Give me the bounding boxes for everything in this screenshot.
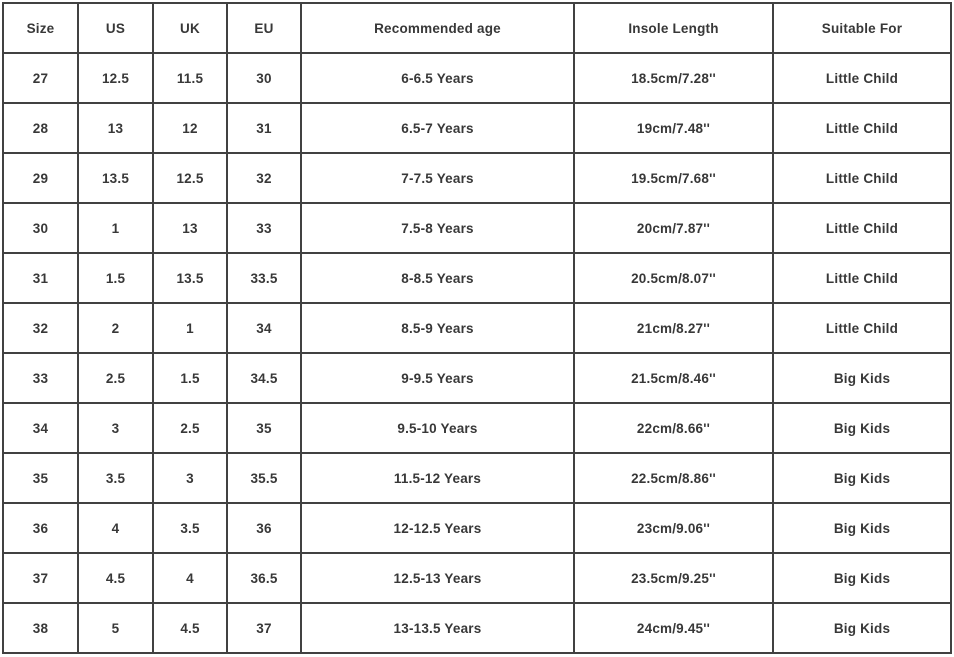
table-row xyxy=(3,103,951,153)
table-cell-recommended-age: 7-7.5 Years xyxy=(301,153,574,203)
table-cell-uk: 3.5 xyxy=(153,503,227,553)
table-cell-recommended-age: 6.5-7 Years xyxy=(301,103,574,153)
column-header-size: Size xyxy=(3,3,78,53)
table-cell-recommended-age: 13-13.5 Years xyxy=(301,603,574,653)
table-cell-us: 3.5 xyxy=(78,453,153,503)
table-cell-uk: 12.5 xyxy=(153,153,227,203)
table-cell-size: 31 xyxy=(3,253,78,303)
table-cell-insole-length: 21.5cm/8.46'' xyxy=(574,353,773,403)
table-cell-size: 32 xyxy=(3,303,78,353)
table-cell-suitable-for: Big Kids xyxy=(773,603,951,653)
table-cell-suitable-for: Little Child xyxy=(773,253,951,303)
table-row xyxy=(3,153,951,203)
table-row xyxy=(3,203,951,253)
table-row xyxy=(3,303,951,353)
table-cell-uk: 13.5 xyxy=(153,253,227,303)
table-cell-suitable-for: Little Child xyxy=(773,153,951,203)
table-row xyxy=(3,253,951,303)
table-cell-recommended-age: 8-8.5 Years xyxy=(301,253,574,303)
table-row xyxy=(3,403,951,453)
table-cell-suitable-for: Little Child xyxy=(773,203,951,253)
table-cell-uk: 2.5 xyxy=(153,403,227,453)
table-row xyxy=(3,553,951,603)
table-cell-suitable-for: Little Child xyxy=(773,103,951,153)
table-cell-size: 28 xyxy=(3,103,78,153)
table-cell-recommended-age: 8.5-9 Years xyxy=(301,303,574,353)
table-cell-eu: 34.5 xyxy=(227,353,301,403)
table-cell-us: 1 xyxy=(78,203,153,253)
table-cell-size: 38 xyxy=(3,603,78,653)
table-cell-insole-length: 19.5cm/7.68'' xyxy=(574,153,773,203)
table-cell-insole-length: 20.5cm/8.07'' xyxy=(574,253,773,303)
table-cell-size: 36 xyxy=(3,503,78,553)
table-cell-insole-length: 23cm/9.06'' xyxy=(574,503,773,553)
column-header-uk: UK xyxy=(153,3,227,53)
table-cell-uk: 12 xyxy=(153,103,227,153)
table-cell-eu: 32 xyxy=(227,153,301,203)
table-cell-suitable-for: Big Kids xyxy=(773,403,951,453)
table-row xyxy=(3,53,951,103)
table-row xyxy=(3,353,951,403)
table-cell-insole-length: 24cm/9.45'' xyxy=(574,603,773,653)
table-cell-recommended-age: 11.5-12 Years xyxy=(301,453,574,503)
table-cell-eu: 33.5 xyxy=(227,253,301,303)
column-header-recommended-age: Recommended age xyxy=(301,3,574,53)
table-cell-us: 2 xyxy=(78,303,153,353)
table-cell-uk: 13 xyxy=(153,203,227,253)
table-cell-uk: 1 xyxy=(153,303,227,353)
table-row xyxy=(3,453,951,503)
table-cell-us: 13 xyxy=(78,103,153,153)
table-cell-recommended-age: 12-12.5 Years xyxy=(301,503,574,553)
table-cell-recommended-age: 6-6.5 Years xyxy=(301,53,574,103)
table-cell-size: 34 xyxy=(3,403,78,453)
table-cell-insole-length: 22cm/8.66'' xyxy=(574,403,773,453)
header-row xyxy=(3,3,951,53)
table-cell-recommended-age: 12.5-13 Years xyxy=(301,553,574,603)
table-cell-us: 2.5 xyxy=(78,353,153,403)
table-cell-eu: 31 xyxy=(227,103,301,153)
table-cell-size: 35 xyxy=(3,453,78,503)
table-cell-suitable-for: Big Kids xyxy=(773,353,951,403)
table-row xyxy=(3,603,951,653)
size-chart-table xyxy=(2,2,952,654)
table-cell-eu: 36.5 xyxy=(227,553,301,603)
table-cell-us: 13.5 xyxy=(78,153,153,203)
table-cell-recommended-age: 7.5-8 Years xyxy=(301,203,574,253)
table-cell-eu: 35.5 xyxy=(227,453,301,503)
table-cell-suitable-for: Little Child xyxy=(773,53,951,103)
table-cell-size: 30 xyxy=(3,203,78,253)
table-cell-us: 12.5 xyxy=(78,53,153,103)
table-cell-eu: 36 xyxy=(227,503,301,553)
table-cell-suitable-for: Big Kids xyxy=(773,553,951,603)
table-cell-uk: 4 xyxy=(153,553,227,603)
table-cell-insole-length: 19cm/7.48'' xyxy=(574,103,773,153)
table-cell-uk: 1.5 xyxy=(153,353,227,403)
table-cell-insole-length: 21cm/8.27'' xyxy=(574,303,773,353)
table-cell-uk: 11.5 xyxy=(153,53,227,103)
table-cell-size: 27 xyxy=(3,53,78,103)
table-row xyxy=(3,503,951,553)
table-cell-eu: 33 xyxy=(227,203,301,253)
column-header-insole-length: Insole Length xyxy=(574,3,773,53)
table-cell-insole-length: 22.5cm/8.86'' xyxy=(574,453,773,503)
table-body xyxy=(3,53,951,653)
table-cell-eu: 34 xyxy=(227,303,301,353)
table-cell-us: 5 xyxy=(78,603,153,653)
table-cell-insole-length: 20cm/7.87'' xyxy=(574,203,773,253)
table-cell-size: 29 xyxy=(3,153,78,203)
column-header-us: US xyxy=(78,3,153,53)
table-cell-us: 4 xyxy=(78,503,153,553)
table-cell-eu: 30 xyxy=(227,53,301,103)
column-header-eu: EU xyxy=(227,3,301,53)
table-cell-eu: 37 xyxy=(227,603,301,653)
table-cell-size: 33 xyxy=(3,353,78,403)
table-cell-suitable-for: Big Kids xyxy=(773,503,951,553)
table-cell-insole-length: 23.5cm/9.25'' xyxy=(574,553,773,603)
table-cell-us: 3 xyxy=(78,403,153,453)
column-header-suitable-for: Suitable For xyxy=(773,3,951,53)
table-cell-suitable-for: Little Child xyxy=(773,303,951,353)
table-cell-size: 37 xyxy=(3,553,78,603)
table-cell-us: 4.5 xyxy=(78,553,153,603)
table-cell-uk: 4.5 xyxy=(153,603,227,653)
table-cell-recommended-age: 9-9.5 Years xyxy=(301,353,574,403)
table-cell-suitable-for: Big Kids xyxy=(773,453,951,503)
table-cell-us: 1.5 xyxy=(78,253,153,303)
table-cell-uk: 3 xyxy=(153,453,227,503)
table-cell-eu: 35 xyxy=(227,403,301,453)
table-cell-insole-length: 18.5cm/7.28'' xyxy=(574,53,773,103)
table-cell-recommended-age: 9.5-10 Years xyxy=(301,403,574,453)
